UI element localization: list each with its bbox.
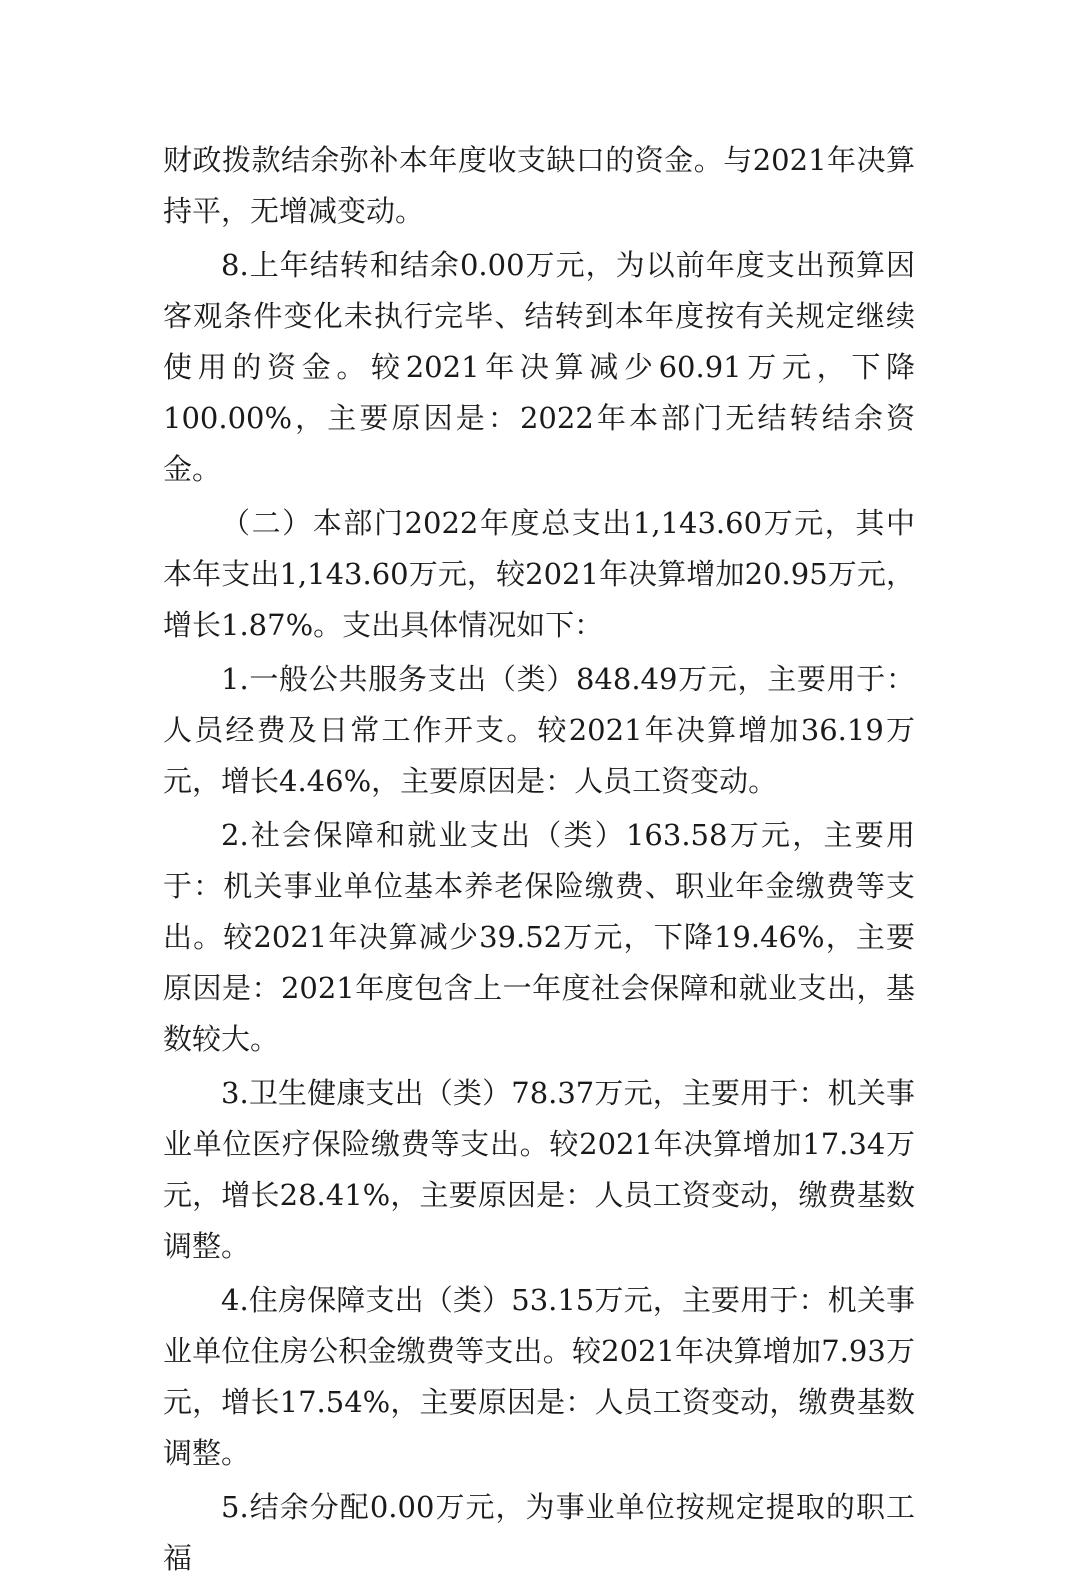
paragraph-health: 3.卫生健康支出（类）78.37万元，主要用于：机关事业单位医疗保险缴费等支出。较2021年决算增加17.34万元，增长28.41%，主要原因是：人员工资变动，缴费基数调整。 (163, 1076, 915, 1263)
paragraph-general-public-services: 1.一般公共服务支出（类）848.49万元，主要用于：人员经费及日常工作开支。较2021年决算增加36.19万元，增长4.46%，主要原因是：人员工资变动。 (163, 662, 915, 798)
document-body (163, 135, 915, 1587)
paragraph-balance-note: 财政拨款结余弥补本年度收支缺口的资金。与2021年决算持平，无增减变动。 (163, 143, 915, 228)
paragraph-surplus-distribution: 5.结余分配0.00万元，为事业单位按规定提取的职工福 (163, 1490, 915, 1575)
paragraph-housing: 4.住房保障支出（类）53.15万元，主要用于：机关事业单位住房公积金缴费等支出。较2021年决算增加7.93万元，增长17.54%，主要原因是：人员工资变动，缴费基数调整。 (163, 1283, 915, 1470)
paragraph-carryover: 8.上年结转和结余0.00万元，为以前年度支出预算因客观条件变化未执行完毕、结转到本年度按有关规定继续使用的资金。较2021年决算减少60.91万元，下降100.00%，主要原因是：2022年本部门无结转结余资金。 (163, 248, 915, 486)
paragraph-social-security: 2.社会保障和就业支出（类）163.58万元，主要用于：机关事业单位基本养老保险缴费、职业年金缴费等支出。较2021年决算减少39.52万元，下降19.46%，主要原因是：2021年度包含上一年度社会保障和就业支出，基数较大。 (163, 818, 915, 1056)
paragraph-total-expenditure: （二）本部门2022年度总支出1,143.60万元，其中本年支出1,143.60万元，较2021年决算增加20.95万元，增长1.87%。支出具体情况如下： (163, 506, 915, 642)
